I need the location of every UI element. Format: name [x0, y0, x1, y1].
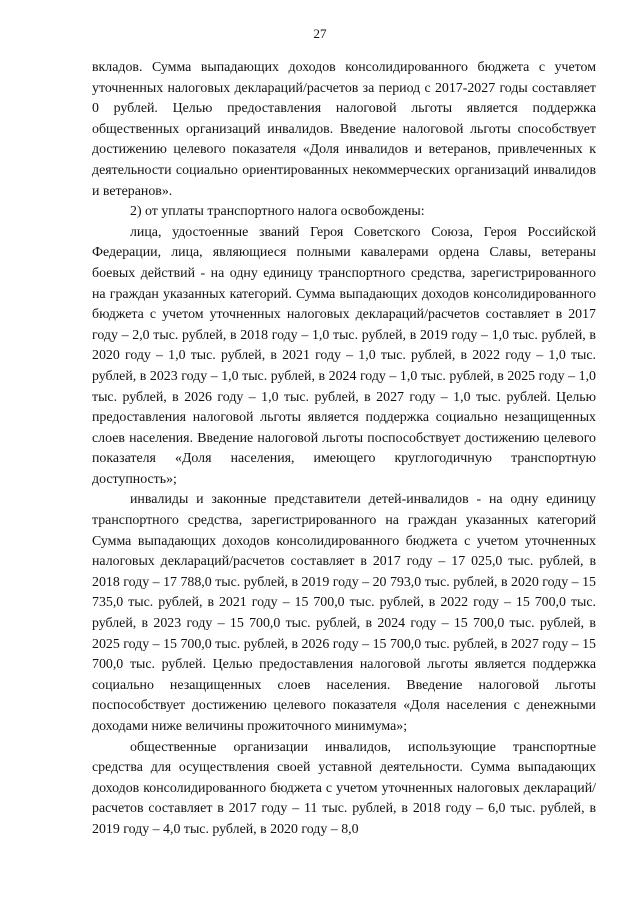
paragraph-disabled-organizations: общественные организации инвалидов, использующие транспортные средства для осуществления своей уставной деятельности. Сумма выпадающих доходов консолидированного бюджета с учетом уточненных налоговых деклараций/расчетов составляет в 2017 году – 11 тыс. рублей, в 2018 году – 6,0 тыс. рублей, в 2019 году – 4,0 тыс. рублей, в 2020 году – 8,0	[92, 739, 596, 837]
paragraph-continuation-intro: вкладов. Сумма выпадающих доходов консолидированного бюджета с учетом уточненных налоговых деклараций/расчетов за период с 2017-2027 годы составляет 0 рублей. Целью предоставления налоговой льготы является поддержка общественных организаций инвалидов. Введение налоговой льготы способствует достижению целевого показателя «Доля инвалидов и ветеранов, привлеченных к деятельности социально ориентированных некоммерческих организаций инвалидов и ветеранов».	[92, 60, 596, 199]
document-body	[92, 58, 596, 841]
paragraph-heroes-veterans: лица, удостоенные званий Героя Советского Союза, Героя Российской Федерации, лица, являющиеся полными кавалерами ордена Славы, ветераны боевых действий - на одну единицу транспортного средства, зарегистрированного на граждан указанных категорий. Сумма выпадающих доходов консолидированного бюджета с учетом уточненных налоговых деклараций/расчетов составляет в 2017 году – 2,0 тыс. рублей, в 2018 году – 1,0 тыс. рублей, в 2019 году – 1,0 тыс. рублей, в 2020 году – 1,0 тыс. рублей, в 2021 году – 1,0 тыс. рублей, в 2022 году – 1,0 тыс. рублей, в 2023 году – 1,0 тыс. рублей, в 2024 году – 1,0 тыс. рублей, в 2025 году – 1,0 тыс. рублей, в 2026 году – 1,0 тыс. рублей, в 2027 году – 1,0 тыс. рублей. Целью предоставления налоговой льготы является поддержка социально незащищенных слоев населения. Введение налоговой льготы поспособствует достижению целевого показателя «Доля населения, имеющего круглогодичную транспортную доступность»;	[92, 224, 596, 487]
page-number: 27	[313, 26, 327, 41]
paragraph-disabled-persons: инвалиды и законные представители детей-инвалидов - на одну единицу транспортного средства, зарегистрированного на граждан указанных категорий Сумма выпадающих доходов консолидированного бюджета с учетом уточненных налоговых деклараций/расчетов составляет в 2017 году – 17 025,0 тыс. рублей, в 2018 году – 17 788,0 тыс. рублей, в 2019 году – 20 793,0 тыс. рублей, в 2020 году – 15 735,0 тыс. рублей, в 2021 году – 15 700,0 тыс. рублей, в 2022 году – 15 700,0 тыс. рублей, в 2023 году – 15 700,0 тыс. рублей, в 2024 году – 15 700,0 тыс. рублей, в 2025 году – 15 700,0 тыс. рублей, в 2026 году – 15 700,0 тыс. рублей, в 2027 году – 15 700,0 тыс. рублей. Целью предоставления налоговой льготы является поддержка социально незащищенных слоев населения. Введение налоговой льготы поспособствует достижению целевого показателя «Доля населения с денежными доходами ниже величины прожиточного минимума»;	[92, 492, 596, 734]
paragraph-transport-tax-heading: 2) от уплаты транспортного налога освобождены:	[130, 204, 425, 220]
